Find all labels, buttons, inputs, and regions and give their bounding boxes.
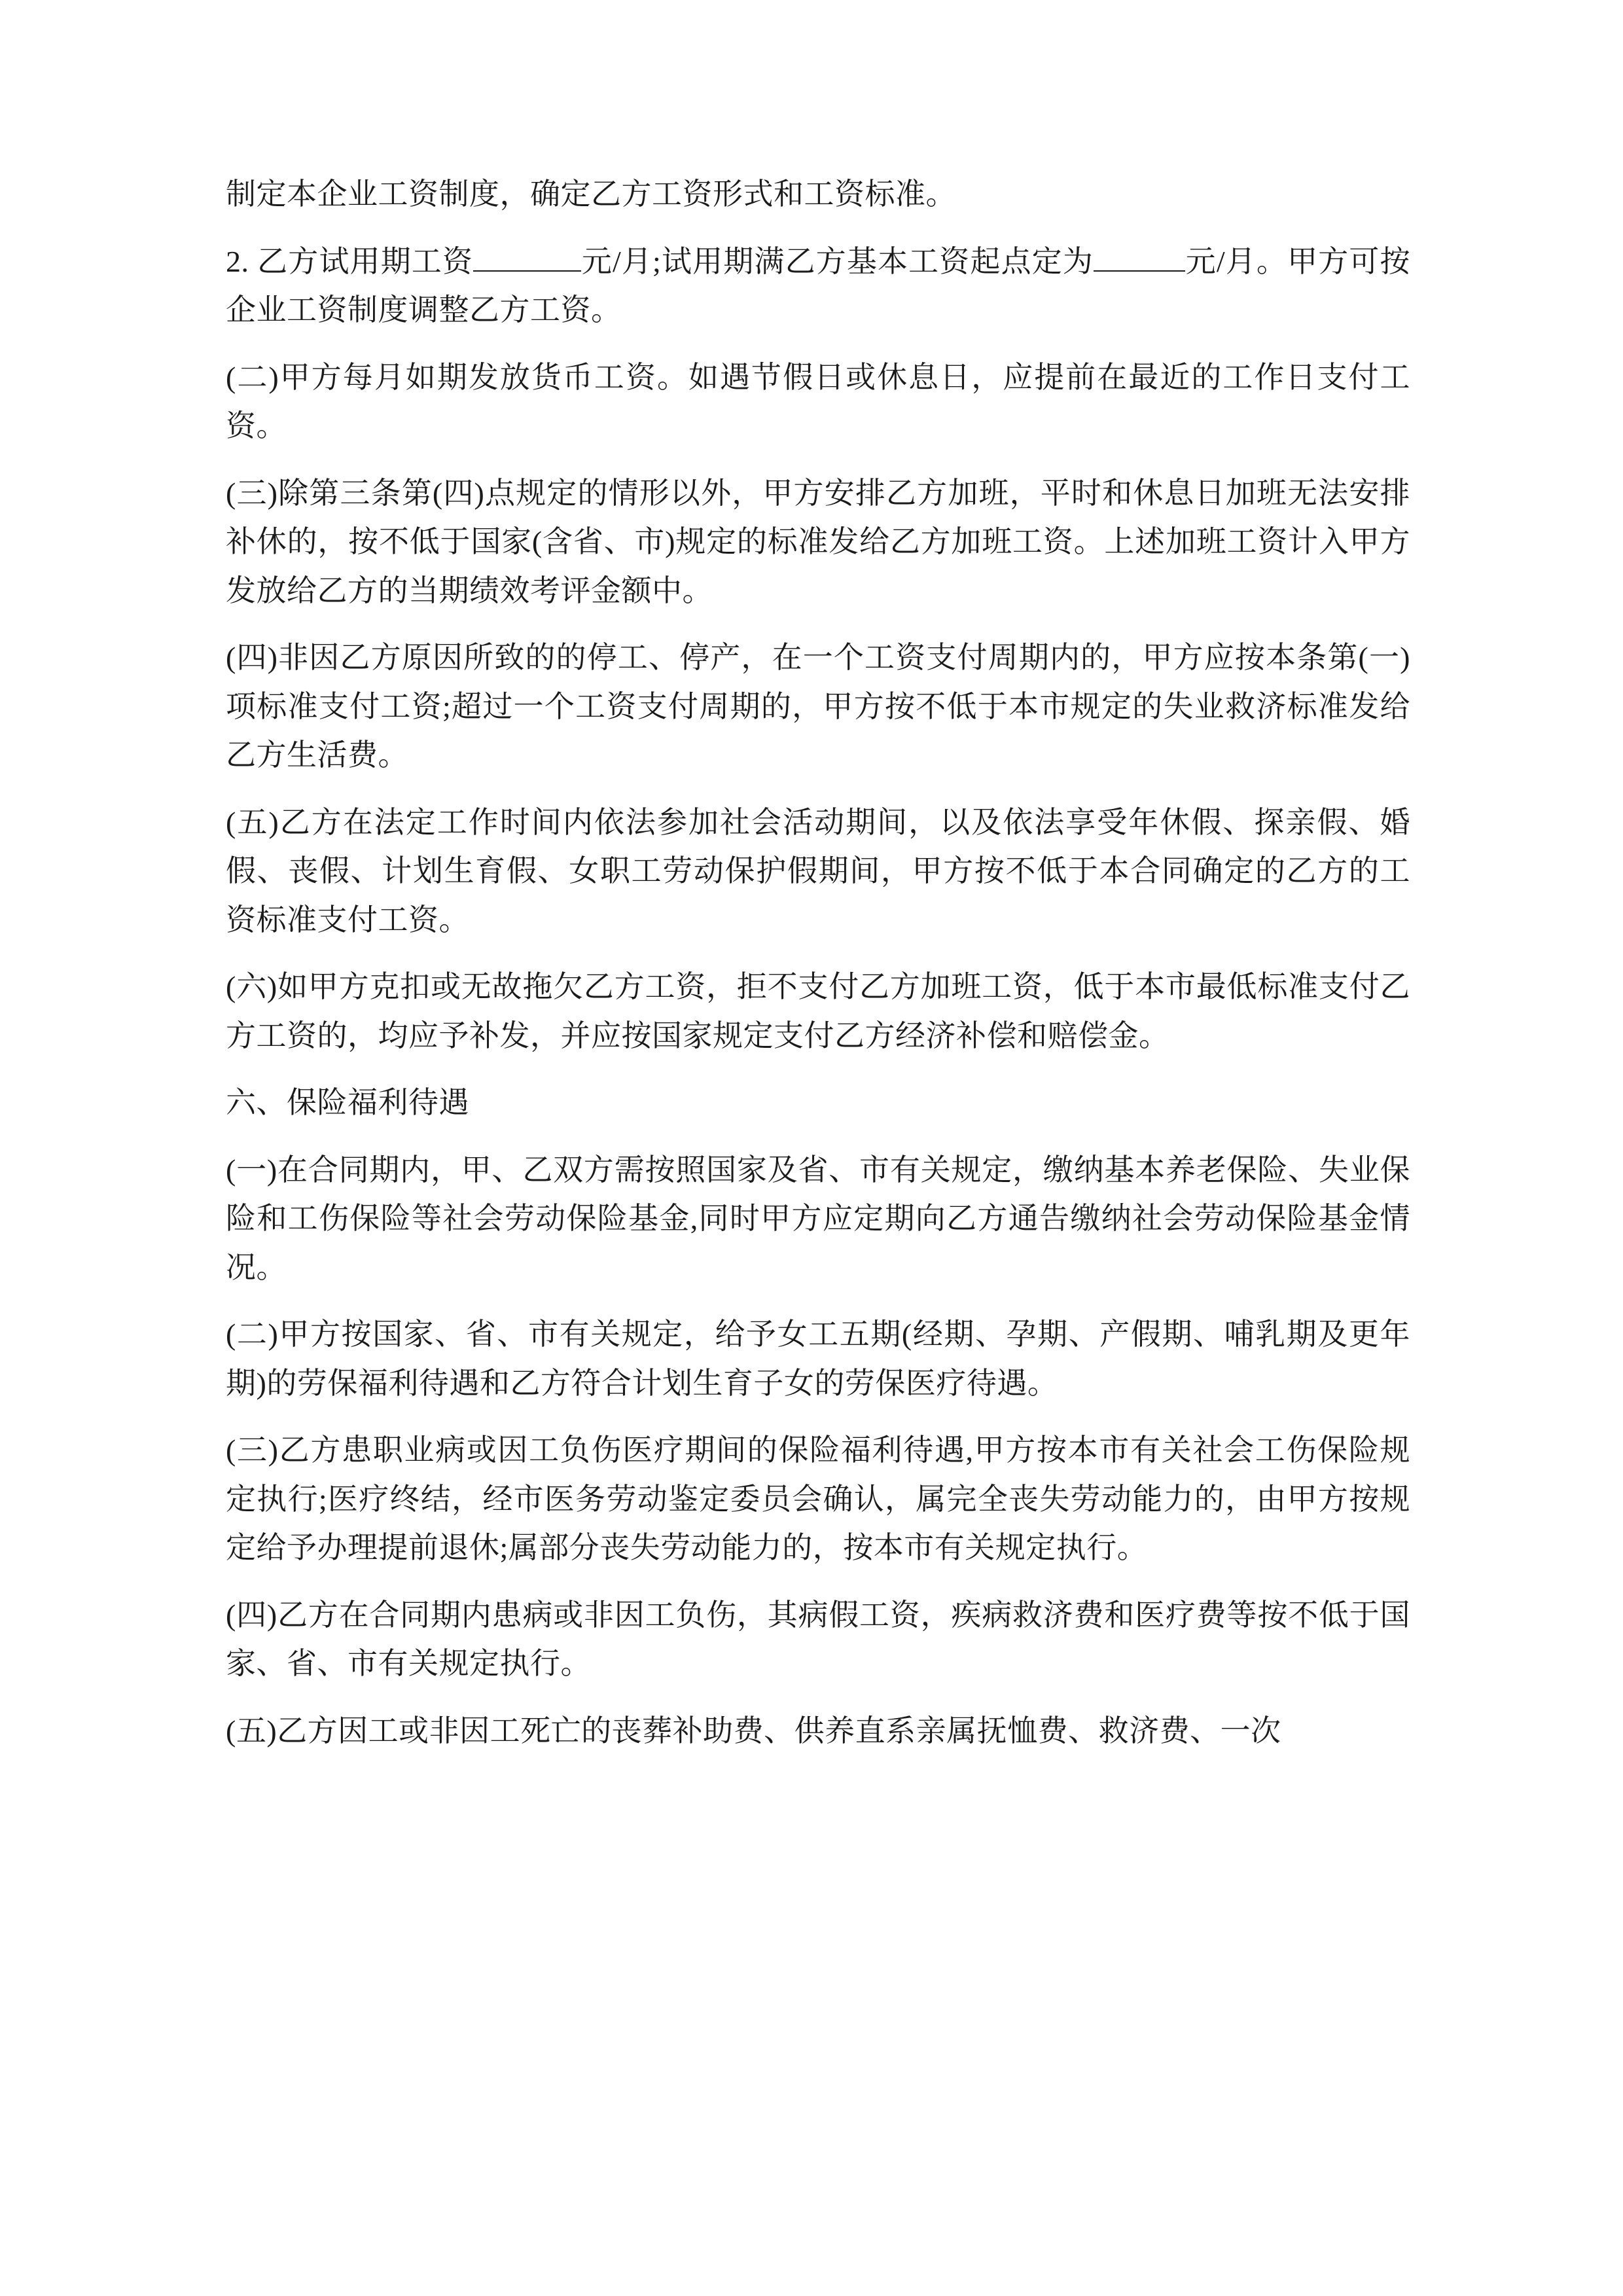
para-probation-wage [226,238,1410,335]
para-wage-system-continued: 制定本企业工资制度，确定乙方工资形式和工资标准。 [226,177,956,211]
probation-wage-label-after: 元/月。甲方可按企业工资制度调整乙方工资。 [226,244,1411,327]
para-insurance-item-3: (三)乙方患职业病或因工负伤医疗期间的保险福利待遇,甲方按本市有关社会工伤保险规定执行;医疗终结，经市医务劳动鉴定委员会确认，属完全丧失劳动能力的，由甲方按规定给予办理提前退休;属部分丧失劳动能力的，按本市有关规定执行。 [226,1433,1410,1565]
para-item-3-overtime: (三)除第三条第(四)点规定的情形以外，甲方安排乙方加班，平时和休息日加班无法安排补休的，按不低于国家(含省、市)规定的标准发给乙方加班工资。上述加班工资计入甲方发放给乙方的当期绩效考评金额中。 [226,476,1410,607]
para-insurance-item-5: (五)乙方因工或非因工死亡的丧葬补助费、供养直系亲属抚恤费、救济费、一次 [226,1713,1281,1748]
probation-wage-label-before: 2. 乙方试用期工资 [226,244,474,278]
para-item-6-deduction: (六)如甲方克扣或无故拖欠乙方工资，拒不支付乙方加班工资，低于本市最低标准支付乙方工资的，均应予补发，并应按国家规定支付乙方经济补偿和赔偿金。 [226,970,1410,1052]
para-item-4-work-stoppage: (四)非因乙方原因所致的的停工、停产，在一个工资支付周期内的，甲方应按本条第(一)项标准支付工资;超过一个工资支付周期的，甲方按不低于本市规定的失业救济标准发给乙方生活费。 [226,641,1410,772]
para-insurance-item-2: (二)甲方按国家、省、市有关规定，给予女工五期(经期、孕期、产假期、哺乳期及更年期)的劳保福利待遇和乙方符合计划生育子女的劳保医疗待遇。 [226,1318,1410,1400]
para-insurance-item-4: (四)乙方在合同期内患病或非因工负伤，其病假工资，疾病救济费和医疗费等按不低于国家、省、市有关规定执行。 [226,1598,1410,1681]
para-item-5-statutory-leave: (五)乙方在法定工作时间内依法参加社会活动期间，以及依法享受年休假、探亲假、婚假、丧假、计划生育假、女职工劳动保护假期间，甲方按不低于本合同确定的乙方的工资标准支付工资。 [226,805,1410,937]
document-body [226,170,1410,1755]
probation-wage-label-middle: 元/月;试用期满乙方基本工资起点定为 [581,244,1094,278]
probation-wage-blank-2[interactable] [1094,270,1185,272]
heading-section-six: 六、保险福利待遇 [226,1086,469,1120]
probation-wage-blank-1[interactable] [473,270,581,272]
para-item-2-monthly-payment: (二)甲方每月如期发放货币工资。如遇节假日或休息日，应提前在最近的工作日支付工资。 [226,360,1410,443]
para-insurance-item-1: (一)在合同期内，甲、乙双方需按照国家及省、市有关规定，缴纳基本养老保险、失业保险和工伤保险等社会劳动保险基金,同时甲方应定期向乙方通告缴纳社会劳动保险基金情况。 [226,1153,1410,1284]
